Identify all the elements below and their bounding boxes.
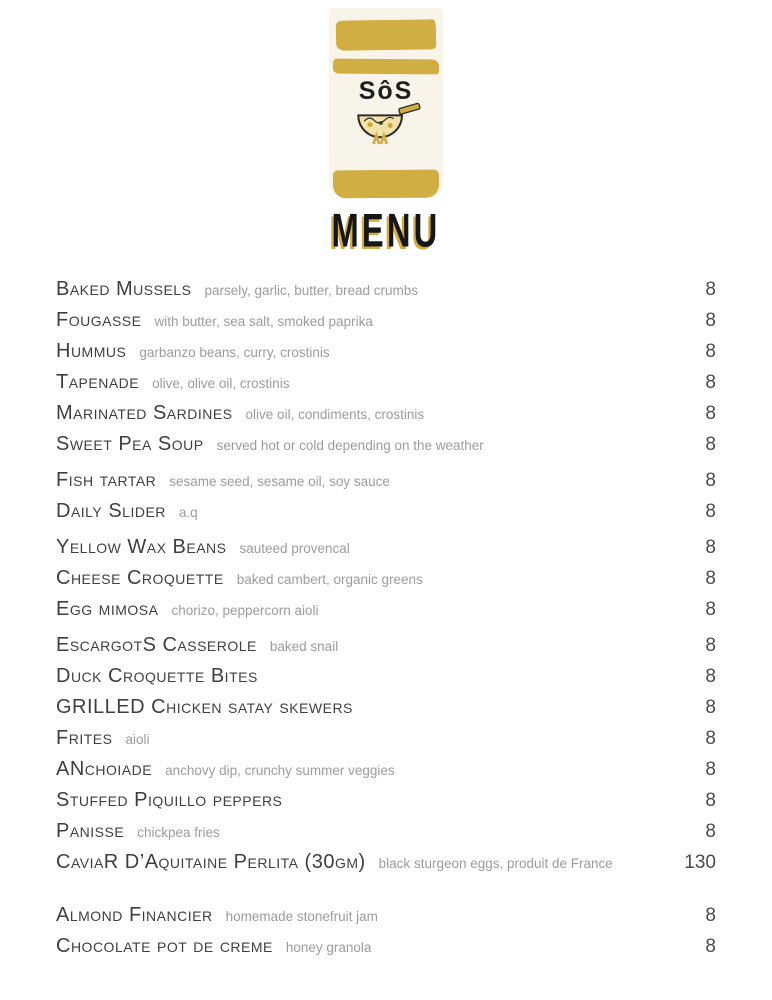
menu-item-price: 8 xyxy=(705,341,716,362)
jar-lid-band xyxy=(336,19,436,50)
menu-item-name: EscargotS Casserole xyxy=(56,634,257,656)
menu-list xyxy=(0,252,772,966)
menu-item-row xyxy=(56,935,716,966)
brand-text: SôS xyxy=(358,77,414,105)
pan-icon xyxy=(340,102,432,154)
menu-item-name: Chocolate pot de creme xyxy=(56,935,273,957)
menu-item-price: 8 xyxy=(705,666,716,687)
menu-item-description: sesame seed, sesame oil, soy sauce xyxy=(169,474,390,489)
menu-item-price: 8 xyxy=(705,759,716,780)
menu-item-row xyxy=(56,634,716,665)
menu-item-description: baked snail xyxy=(269,639,339,654)
menu-item-row xyxy=(56,727,716,758)
menu-item-name: Fish tartar xyxy=(56,469,157,491)
menu-item-price: 8 xyxy=(705,790,716,811)
menu-group xyxy=(56,536,716,629)
menu-item-price: 130 xyxy=(684,852,716,873)
menu-item-name: Sweet Pea Soup xyxy=(56,433,204,455)
menu-item-name: Yellow Wax Beans xyxy=(56,536,227,558)
menu-item-name: Tapenade xyxy=(56,371,140,393)
menu-item-row xyxy=(56,309,716,340)
menu-item-name: Frites xyxy=(56,727,113,749)
menu-item-price: 8 xyxy=(705,279,716,300)
menu-item-description: sauteed provencal xyxy=(239,541,350,556)
menu-item-row xyxy=(56,598,716,629)
menu-group xyxy=(56,278,716,464)
menu-item-price: 8 xyxy=(705,310,716,331)
menu-item-name: Panisse xyxy=(56,820,125,842)
menu-item-price: 8 xyxy=(705,403,716,424)
menu-item-description: chorizo, peppercorn aioli xyxy=(171,603,319,618)
menu-item-description: homemade stonefruit jam xyxy=(225,909,378,924)
menu-item-price: 8 xyxy=(705,635,716,656)
menu-item-row xyxy=(56,820,716,851)
menu-item-name: Cheese Croquette xyxy=(56,567,224,589)
menu-item-description: black sturgeon eggs, produit de France xyxy=(378,856,613,871)
jar-illustration xyxy=(329,8,443,198)
menu-item-price: 8 xyxy=(705,501,716,522)
menu-item-description: aioli xyxy=(125,732,150,747)
menu-item-name: Stuffed Piquillo peppers xyxy=(56,789,283,811)
menu-item-name: Daily Slider xyxy=(56,500,166,522)
menu-item-name: Hummus xyxy=(56,340,127,362)
menu-item-row xyxy=(56,567,716,598)
menu-item-row xyxy=(56,278,716,309)
menu-item-price: 8 xyxy=(705,936,716,957)
page-title: MENU xyxy=(331,204,441,257)
menu-item-row xyxy=(56,371,716,402)
menu-item-row xyxy=(56,789,716,820)
menu-item-row xyxy=(56,536,716,567)
menu-item-price: 8 xyxy=(705,470,716,491)
menu-item-description: olive, olive oil, crostinis xyxy=(152,376,290,391)
sos-logo xyxy=(329,8,443,198)
menu-item-row xyxy=(56,696,716,727)
menu-item-row xyxy=(56,433,716,464)
menu-item-name: ANchoiade xyxy=(56,758,153,780)
menu-item-name: Egg mimosa xyxy=(56,598,159,620)
menu-item-description: baked cambert, organic greens xyxy=(236,572,423,587)
menu-item-row xyxy=(56,904,716,935)
menu-item-row xyxy=(56,758,716,789)
menu-item-description: garbanzo beans, curry, crostinis xyxy=(139,345,330,360)
menu-item-price: 8 xyxy=(705,728,716,749)
menu-item-description: a.q xyxy=(178,505,198,520)
menu-item-name: Baked Mussels xyxy=(56,278,192,300)
menu-item-price: 8 xyxy=(705,372,716,393)
menu-item-price: 8 xyxy=(705,697,716,718)
menu-item-name: Marinated Sardines xyxy=(56,402,233,424)
jar-neck-band xyxy=(333,59,439,75)
menu-item-description: anchovy dip, crunchy summer veggies xyxy=(165,763,395,778)
menu-item-name: GRILLED Chicken satay skewers xyxy=(56,696,353,718)
menu-item-row xyxy=(56,402,716,433)
menu-item-description: chickpea fries xyxy=(137,825,220,840)
menu-item-row xyxy=(56,851,716,882)
menu-item-description: served hot or cold depending on the weather xyxy=(216,438,484,453)
menu-item-description: parsely, garlic, butter, bread crumbs xyxy=(204,283,419,298)
menu-item-name: Almond Financier xyxy=(56,904,213,926)
jar-label-art xyxy=(334,74,438,170)
menu-group xyxy=(56,904,716,966)
menu-group xyxy=(56,469,716,531)
menu-item-name: Duck Croquette Bites xyxy=(56,665,258,687)
menu-item-name: Fougasse xyxy=(56,309,142,331)
menu-item-price: 8 xyxy=(705,568,716,589)
menu-item-price: 8 xyxy=(705,905,716,926)
menu-item-price: 8 xyxy=(705,599,716,620)
menu-item-description: honey granola xyxy=(285,940,372,955)
menu-item-description: with butter, sea salt, smoked paprika xyxy=(154,314,373,329)
menu-item-price: 8 xyxy=(705,434,716,455)
menu-item-row xyxy=(56,665,716,696)
menu-item-description: olive oil, condiments, crostinis xyxy=(245,407,425,422)
jar-base-band xyxy=(333,170,439,199)
menu-item-name: CaviaR D’Aquitaine Perlita (30gm) xyxy=(56,851,366,873)
menu-group xyxy=(56,634,716,882)
menu-item-price: 8 xyxy=(705,821,716,842)
menu-item-row xyxy=(56,340,716,371)
menu-item-price: 8 xyxy=(705,537,716,558)
menu-item-row xyxy=(56,500,716,531)
menu-item-row xyxy=(56,469,716,500)
